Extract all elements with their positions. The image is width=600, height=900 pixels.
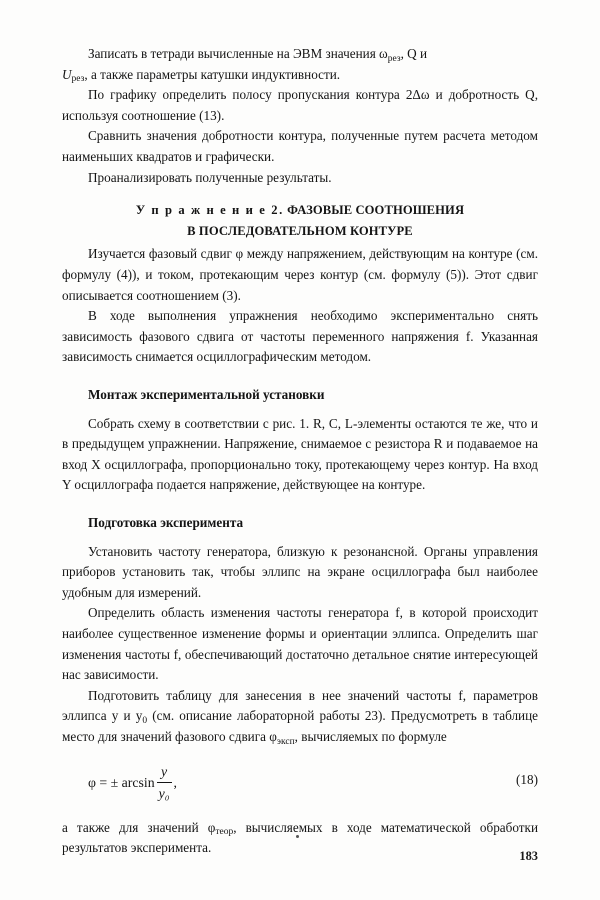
preparation-body (62, 542, 538, 748)
formula-fraction (157, 761, 172, 805)
paragraph-set-frequency: Установить частоту генератора, близкую к резонансной. Органы управления приборов установить так, чтобы эллипс на экране осциллографа был наиболее удобным для измерений. (62, 543, 538, 600)
paragraph-setup: Собрать схему в соответствии с рис. 1. R, C, L-элементы остаются те же, что и в предыдущем упражнении. Напряжение, снимаемое с резистора R и подаваемое на вход X осциллографа, пропорционально току, протекающему через контур. На вход Y осциллографа подается напряжение, действующее на контуре. (62, 415, 538, 493)
paragraph-record-values (62, 44, 538, 85)
paragraph-closing (62, 818, 538, 859)
subscript-eksp: эксп (276, 736, 295, 747)
setup-body (62, 414, 538, 496)
prepare-table-text-a: Подготовить таблицу для занесения в нее значений частоты f, параметров эллипса y и y (62, 687, 538, 724)
closing-text-a: а также для значений φ (62, 819, 216, 835)
paragraph-text-cont: , Q и (400, 46, 428, 61)
page-number: 183 (519, 849, 538, 863)
heading-setup: Монтаж экспериментальной установки (88, 387, 325, 402)
intro-paragraph-group (62, 44, 538, 188)
formula-lhs: φ = ± arcsin (88, 774, 155, 790)
formula-block (62, 762, 538, 806)
symbol-u: U (62, 66, 72, 82)
paragraph-text-end: , а также параметры катушки индуктивности. (84, 66, 341, 82)
formula-expression (88, 762, 177, 806)
exercise-title-line1: ФАЗОВЫЕ СООТНОШЕНИЯ (287, 203, 465, 218)
paragraph-bandwidth: По графику определить полосу пропускания контура 2Δω и добротность Q, используя соотношение (13). (62, 87, 538, 123)
exercise-heading (62, 201, 538, 241)
formula-denominator: y₀ (157, 782, 172, 805)
closing-text-b: , вычисляемых в ходе математической обработки результатов эксперимента. (62, 819, 539, 856)
formula-number: (18) (516, 771, 538, 787)
subscript-teor: теор (215, 827, 234, 838)
heading-preparation: Подготовка эксперимента (88, 514, 244, 530)
exercise-title-line2: В ПОСЛЕДОВАТЕЛЬНОМ КОНТУРЕ (187, 223, 413, 238)
subscript-rez-2: рез (71, 74, 85, 85)
paragraph-prepare-table (62, 686, 538, 748)
exercise-label: У п р а ж н е н и е 2. (135, 203, 284, 218)
paragraph-text: Записать в тетради вычисленные на ЭВМ значения ω (88, 46, 388, 61)
paragraph-frequency-range: Определить область изменения частоты генератора f, в которой происходит наиболее существенное изменение формы и ориентации эллипса. Определить шаг изменения частоты f, обеспечивающий достаточно детальное снятие интересующей нас зависимости. (62, 605, 538, 683)
page-content (62, 44, 538, 859)
exercise-intro (62, 244, 538, 368)
subscript-zero: 0 (142, 715, 148, 726)
paragraph-analyze: Проанализировать полученные результаты. (88, 169, 332, 185)
closing-body (62, 818, 538, 859)
paragraph-compare: Сравнить значения добротности контура, полученные путем расчета методом наименьших квадратов и графически. (62, 128, 538, 164)
formula-numerator: y (161, 763, 168, 779)
subscript-rez: рез (387, 53, 401, 64)
page-mark-dot (296, 835, 299, 838)
prepare-table-text-b: (см. описание лабораторной работы 23). Предусмотреть в таблице место для значений фазового сдвига φ (62, 708, 539, 744)
paragraph-measurement-method: В ходе выполнения упражнения необходимо экспериментально снять зависимость фазового сдвига от частоты переменного напряжения f. Указанная зависимость снимается осциллографическим методом. (62, 308, 538, 365)
formula-comma: , (173, 774, 177, 790)
prepare-table-text-c: , вычисляемых по формуле (294, 728, 447, 744)
paragraph-phase-shift: Изучается фазовый сдвиг φ между напряжением, действующим на контуре (см. формулу (4)), и током, протекающим через контур (см. формулу (5)). Этот сдвиг описывается соотношением (3). (62, 246, 538, 303)
